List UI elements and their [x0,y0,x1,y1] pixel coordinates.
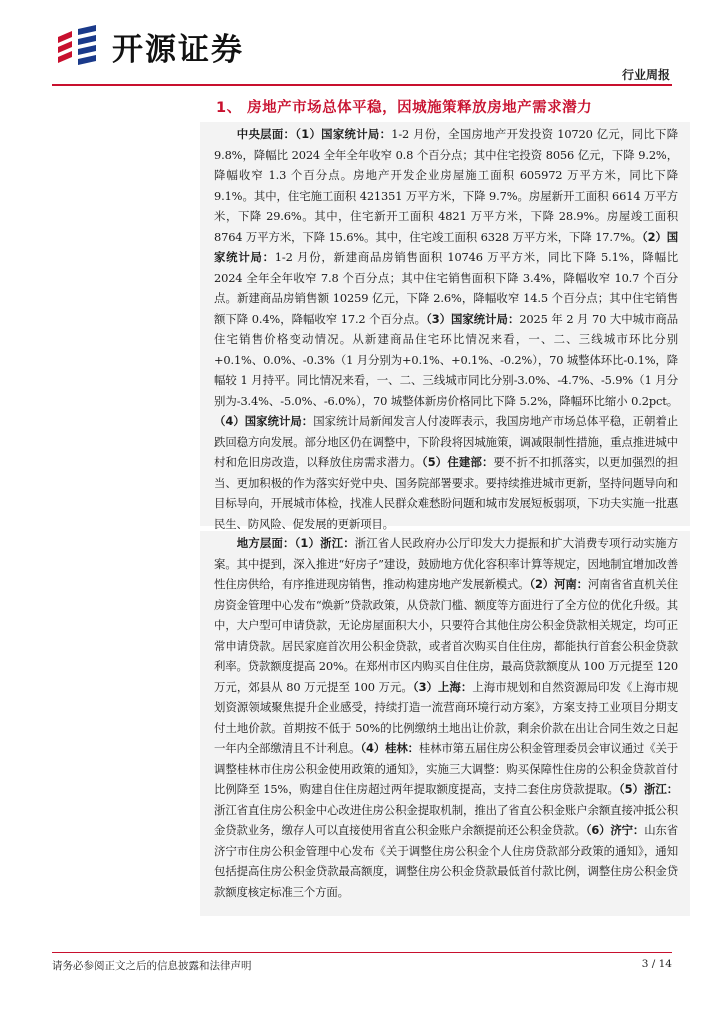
local-item-5-num: （5） [618,782,644,796]
report-type-label: 行业周报 [621,68,670,82]
local-item-6-num: （6） [585,823,611,837]
local-policy-panel [200,531,690,916]
local-item-2-text: 河南省省直机关住房资金管理中心发布“焕新”贷款政策，从贷款门槛、额度等方面进行了全方位的优化升级。其中，大户型可申请贷款，无论房屋面积大小，只要符合其他住房公积金贷款相关规定，均可正常申请贷款。居民家庭首次用公积金贷款，或者首次购买自住住房，都能执行首套公积金贷款利率。贷款额度提高 20%。在郑州市区内购买自住住房，最高贷款额度从 100 万元提至 120 万元，郊县从 80 万元提至 100 万元。 [214,577,678,694]
header-divider [52,84,672,86]
logo-mark-icon [52,23,108,69]
central-item-5-org: 住建部： [447,455,494,469]
section-title: 1、 房地产市场总体平稳，因城施策释放房地产需求潜力 [216,100,593,116]
local-item-4-num: （4） [360,741,386,755]
logo-text: 开源证券 [112,31,244,68]
local-item-5-org: 浙江： [643,782,678,796]
central-item-1-num: （1） [295,127,322,141]
local-item-5-text: 浙江省直住房公积金中心改进住房公积金提取机制，推出了省直公积金账户余额直接冲抵公积金贷款业务，缴存人可以直接使用省直公积金账户余额提前还公积金贷款。 [214,802,678,837]
footer-divider [52,952,672,953]
central-item-2-org: 国家统计局： [214,229,678,264]
local-item-1-text: 浙江省人民政府办公厅印发大力提振和扩大消费专项行动实施方案。其中提到，深入推进“好房子”建设，鼓励地方优化容积率计算等规定，因地制宜增加改善性住房供给，有序推进现房销售，推动构建房地产发展新模式。 [214,536,678,591]
central-lead: 中央层面： [236,127,296,141]
local-item-6-org: 济宁： [610,823,645,837]
central-item-3-org: 国家统计局： [451,311,520,326]
central-item-4-org: 国家统计局： [244,414,314,428]
central-item-2-text: 1-2 月份，新建商品房销售面积 10746 万平方米，同比下降 5.1%，降幅比 2024 全年全年收窄 7.8 个百分点；其中住宅销售面积下降 3.4%，降幅收窄 10.7 个百分点。新建商品房销售额 10259 亿元，下降 2.6%，降幅收窄 14.5 个百分点；其中住宅销售额下降 0.4%，降幅收窄 17.2 个百分点。 [214,250,678,326]
local-item-4-org: 桂林： [385,741,419,755]
local-item-2-num: （2） [529,577,555,591]
local-item-2-org: 河南： [554,577,588,591]
central-item-3-num: （3） [426,311,452,326]
local-item-4-text: 桂林市第五届住房公积金管理委员会审议通过《关于调整桂林市住房公积金使用政策的通知》，实施三大调整：购买保障性住房的公积金贷款首付比例降至 15%，购建自住住房超过两年提取额度提高，支持二套住房贷款提取。 [214,741,678,796]
local-item-1-org: 浙江： [320,536,355,550]
central-item-2-num: （2） [642,229,667,244]
central-item-4-text: 国家统计局新闻发言人付凌晖表示，我国房地产市场总体平稳，正朝着止跌回稳方向发展。部分地区仍在调整中，下阶段将因城施策，调减限制性措施，重点推进城中村和危旧房改造，以释放住房需求潜力。 [214,414,679,469]
local-item-3-text: 上海市规划和自然资源局印发《上海市规划资源领域聚焦提升企业感受，持续打造一流营商环境行动方案》，方案支持工业项目分期支付土地价款。首期按不低于 50%的比例缴纳土地出让价款，剩余价款在出让合同生效之日起一年内全部缴清且不计利息。 [214,679,678,755]
footer-disclaimer: 请务必参阅正文之后的信息披露和法律声明 [52,960,252,972]
local-item-6-text: 山东省济宁市住房公积金管理中心发布《关于调整住房公积金个人住房贷款部分政策的通知》，通知包括提高住房公积金贷款最高额度，调整住房公积金贷款最低首付款比例，调整住房公积金贷款额度核定标准三个方面。 [214,823,678,899]
central-item-1-org: 国家统计局： [321,127,392,141]
central-item-4-num: （4） [214,414,245,428]
central-item-5-num: （5） [421,455,448,469]
company-logo [52,22,282,70]
central-policy-paragraph [214,124,678,534]
local-item-1-num: （1） [294,536,321,550]
local-item-3-num: （3） [412,679,438,694]
central-item-1-text: 1-2 月份，全国房地产开发投资 10720 亿元，同比下降 9.8%，降幅比 2024 全年全年收窄 0.8 个百分点；其中住宅投资 8056 亿元，下降 9.2%，降幅收窄 1.3 个百分点。房地产开发企业房屋施工面积 605972 万平方米，同比下降 9.1%。其中，住宅施工面积 421351 万平方米，下降 9.7%。房屋新开工面积 6614 万平方米，下降 29.6%。其中，住宅新开工面积 4821 万平方米，下降 28.9%。房屋竣工面积 8764 万平方米，下降 15.6%。其中，住宅竣工面积 6328 万平方米，下降 17.7%。 [214,127,678,244]
page-number: 3 / 14 [641,958,672,970]
local-lead: 地方层面： [236,536,295,550]
local-policy-paragraph [214,533,678,902]
local-item-3-org: 上海： [438,679,473,694]
central-item-3-text: 2025 年 2 月 70 大中城市商品住宅销售价格变动情况。从新建商品住宅环比情况来看，一、二、三线城市环比分别+0.1%、0.0%、-0.3%（1 月分别为+0.1%、+0.1%、-0.2%），70 城整体环比-0.1%，降幅较 1 月持平。同比情况来看，一、二、三线城市同比分别-3.0%、-4.7%、-5.9%（1 月分别为-3.4%、-5.0%、-6.0%），70 城整体新房价格同比下降 5.2%，降幅环比缩小 0.2pct。 [214,311,678,408]
central-item-5-text: 要不折不扣抓落实，以更加强烈的担当、更加积极的作为落实好党中央、国务院部署要求。要持续推进城市更新，坚持问题导向和目标导向，开展城市体检，找准人民群众难愁盼问题和城市发展短板弱项，下功夫实施一批惠民生、防风险、促发展的更新项目。 [214,455,678,531]
central-policy-panel [200,122,690,531]
